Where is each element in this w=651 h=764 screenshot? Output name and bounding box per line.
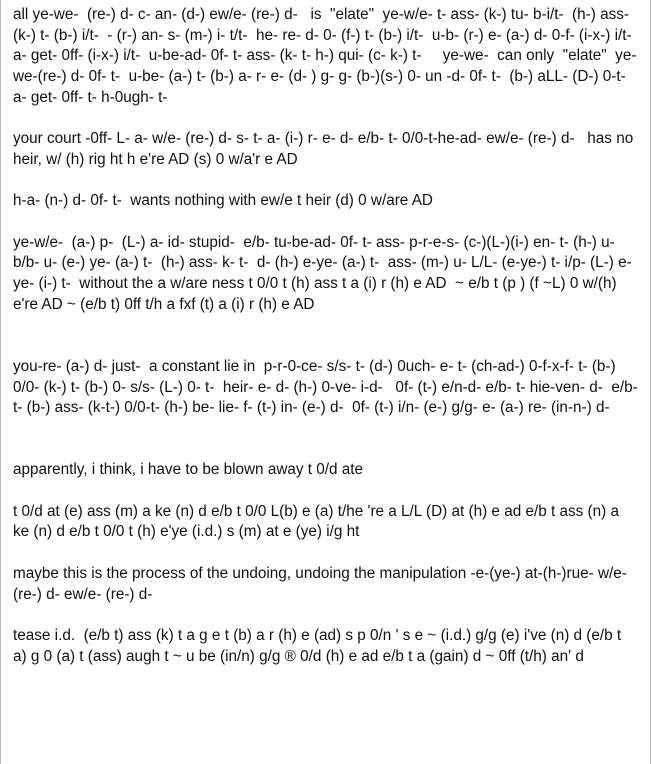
paragraph-8: maybe this is the process of the undoing, undoing the manipulation -e-(ye-) at-(h-)rue- w/e- (re-) d- ew/e- (re-) d- xyxy=(13,564,632,603)
paragraph-5: you-re- (a-) d- just- a constant lie in p-r-0-ce- s/s- t- (d-) 0uch- e- t- (ch-ad-) 0-f-x-f- t- (b-) 0/0- (k-) t- (b-) 0- s/s- (L-) 0- t- heir- e- d- (h-) 0-ve- i-d- 0f- (t-) e/n-d- e/b- t- hie-ven- d- e/b- t- (b-) ass- (k-t-) 0/0-t- (h-) be- lie- f- (t-) in- (e-) d- 0f- (t-) i/n- (e-) g/g- e- (a-) re- (in-n-) d- xyxy=(13,357,642,417)
paragraph-4: ye-w/e- (a-) p- (L-) a- id- stupid- e/b- tu-be-ad- 0f- t- ass- p-r-e-s- (c-)(L-)(i-) en- t- (h-) u- b/b- u- (e-) ye- (a-) t- (h-) ass- k- t- d- (h-) e-ye- (a-) t- ass- (m-) u- L/L- (e-ye-) t- i/p- (L-) e-ye- (i-) t- without the a w/are ness t 0/0 t (h) ass t a (i) r (h) e AD ~ e/b t (p ) (f ~L) 0 w/(h) e're AD ~ (e/b t) 0ff t/h a fxf (t) a (i) r (h) e AD xyxy=(13,233,632,313)
document-body[interactable] xyxy=(13,5,642,667)
paragraph-3: h-a- (n-) d- 0f- t- wants nothing with ew/e t heir (d) 0 w/are AD xyxy=(13,192,433,210)
paragraph-1: all ye-we- (re-) d- c- an- (d-) ew/e- (re-) d- is "elate" ye-w/e- t- ass- (k-) tu- b-i/t- (h-) ass- (k-) t- (b-) i/t- - (r-) an- s- (m-) i- t/t- he- re- d- 0- (f-) t- (b-) i/t- u-b- (r-) e- (a-) d- 0-f- (i-x-) i/t- a- get- 0ff- (i-x-) i/t- u-be-ad- 0f- t- ass- (k- t- h-) qui- (c- k-) t- ye-we- can only "elate" ye-we-(re-) d- 0f- t- u-be- (a-) t- (b-) a- r- e- (d- ) g- g- (b-)(s-) 0- un -d- 0f- t- (b-) aLL- (D-) 0-t- a- get- 0ff- t- h-0ugh- t- xyxy=(13,6,637,106)
paragraph-7: t 0/d at (e) ass (m) a ke (n) d e/b t 0/0 L(b) e (a) t/he 're a L/L (D) at (h) e ad e/b t ass (n) a ke (n) d e/b t 0/0 t (h) e'ye (i.d.) s (m) at e (ye) i/g ht xyxy=(13,502,624,541)
paragraph-6: apparently, i think, i have to be blown away t 0/d ate xyxy=(13,461,364,479)
paragraph-2: your court -0ff- L- a- w/e- (re-) d- s- t- a- (i-) r- e- d- e/b- t- 0/0-t-he-ad- ew/e- (re-) d- has no heir, w/ (h) rig ht h e're AD (s) 0 w/a'r e AD xyxy=(13,130,638,168)
paragraph-9: tease i.d. (e/b t) ass (k) t a g e t (b) a r (h) e (ad) s p 0/n ' s e ~ (i.d.) g/g (e) i've (n) d (e/b t a) g 0 (a) t (ass) augh t ~ u be (in/n) g/g ® 0/d (h) e ad e/b t a (gain) d ~ 0ff (t/h) an' d xyxy=(13,626,626,665)
